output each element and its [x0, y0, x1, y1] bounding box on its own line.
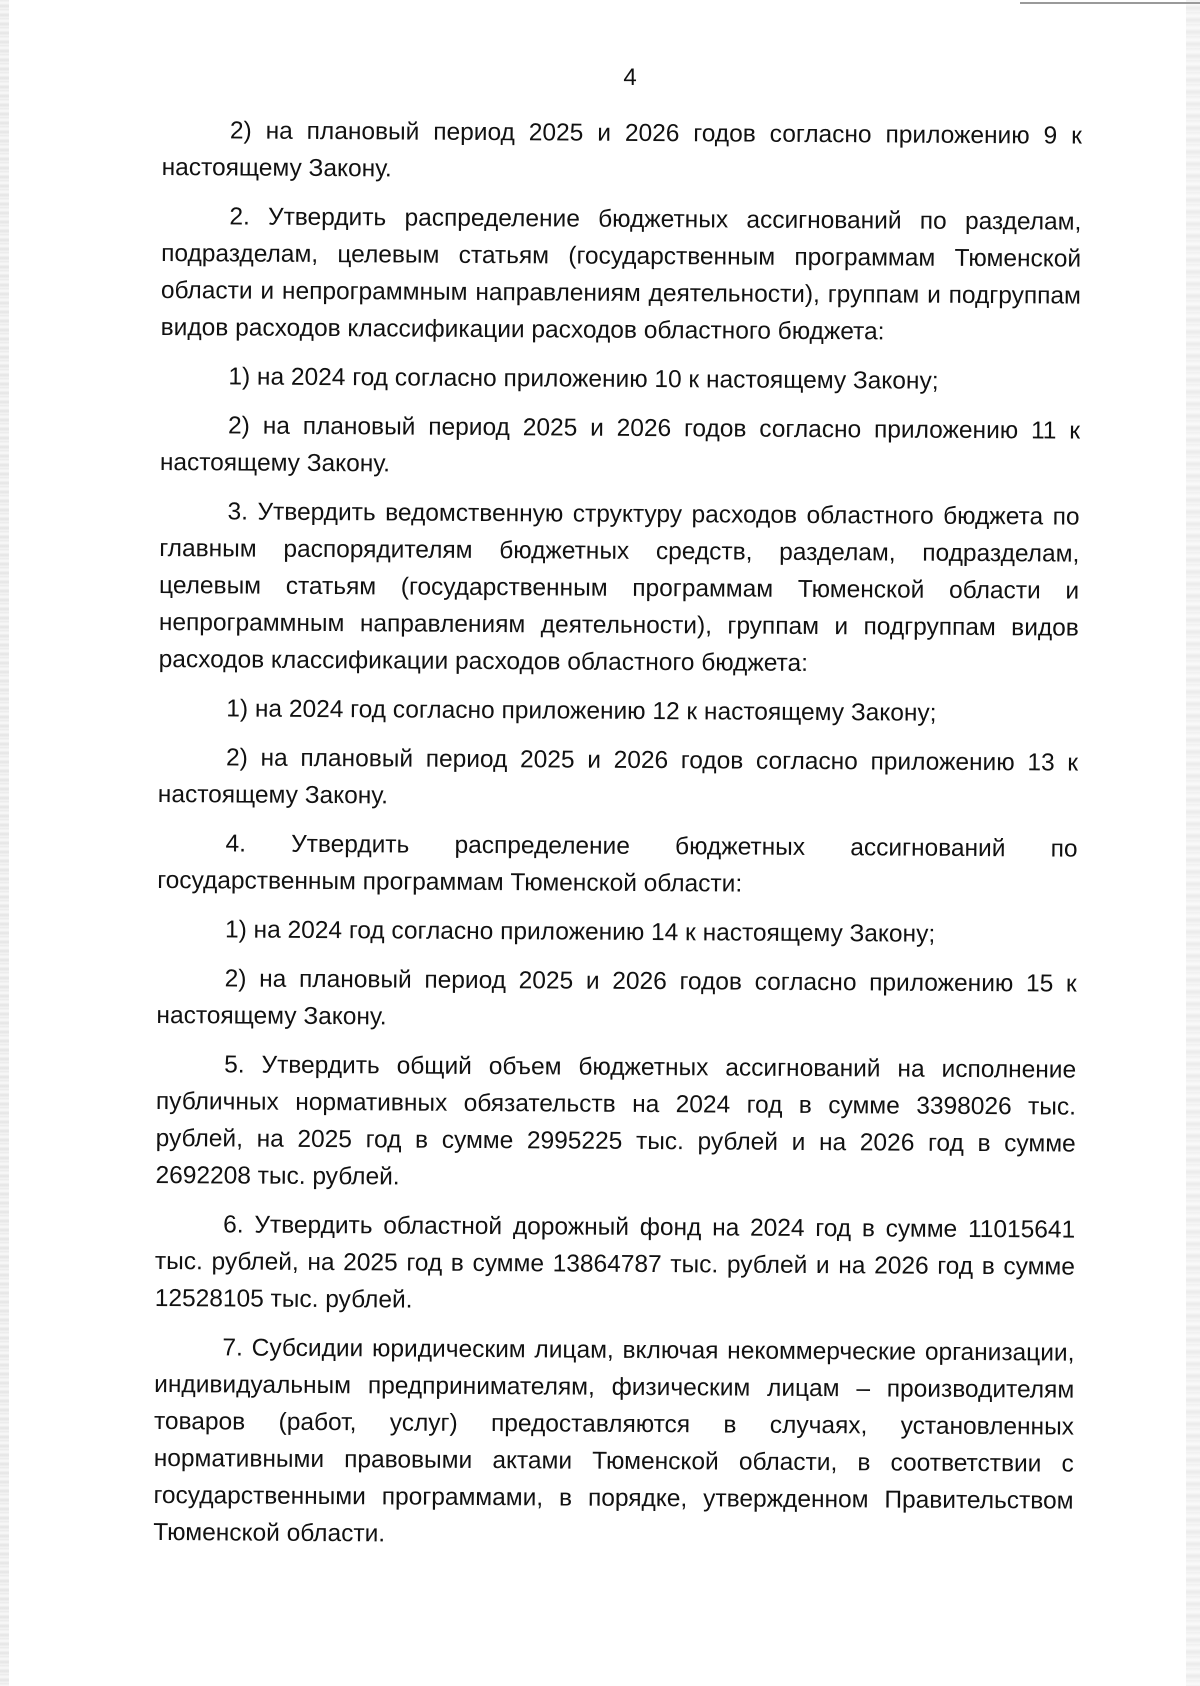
paragraph: 2) на плановый период 2025 и 2026 годов согласно приложению 11 к настоящему Закону.	[159, 412, 1081, 478]
scan-edge-right	[1186, 0, 1200, 1686]
scan-edge-top	[1020, 2, 1200, 4]
paragraph: 1) на 2024 год согласно приложению 10 к настоящему Закону;	[228, 363, 939, 395]
paragraph: 2) на плановый период 2025 и 2026 годов согласно приложению 13 к настоящему Закону.	[157, 744, 1079, 810]
paragraph: 2) на плановый период 2025 и 2026 годов согласно приложению 9 к настоящему Закону.	[161, 117, 1082, 183]
page-number: 4	[623, 64, 637, 91]
paragraph: 2. Утвердить распределение бюджетных ассигнований по разделам, подразделам, целевым статьям (государственным программам Тюменской области и непрограммным направлениям деятельности), группам и подгруппам видов расходов классификации расходов областного бюджета:	[160, 203, 1082, 346]
document-body	[153, 112, 1082, 1569]
scan-edge-left	[0, 0, 9, 1686]
paragraph: 1) на 2024 год согласно приложению 12 к настоящему Закону;	[226, 695, 937, 727]
paragraph: 5. Утвердить общий объем бюджетных ассигнований на исполнение публичных нормативных обязательств на 2024 год в сумме 3398026 тыс. рублей, на 2025 год в сумме 2995225 тыс. рублей и на 2026 год в сумме 2692208 тыс. рублей.	[155, 1051, 1077, 1191]
paragraph: 1) на 2024 год согласно приложению 14 к настоящему Закону;	[224, 916, 936, 948]
paragraph: 3. Утвердить ведомственную структуру расходов областного бюджета по главным распорядителям бюджетных средств, разделам, подразделам, целевым статьям (государственным программам Тюменской области и непрограммным направлениям деятельности), группам и подгруппам видов расходов классификации расходов областного бюджета:	[158, 498, 1080, 677]
paragraph: 7. Субсидии юридическим лицам, включая некоммерческие организации, индивидуальным предпринимателям, физическим лицам – производителям товаров (работ, услуг) предоставляются в случаях, установленных нормативными правовыми актами Тюменской области, в соответствии с государственными программами, в порядке, утвержденном Правительством Тюменской области.	[153, 1334, 1075, 1548]
paragraph: 2) на плановый период 2025 и 2026 годов согласно приложению 15 к настоящему Закону.	[156, 965, 1077, 1031]
paragraph: 6. Утвердить областной дорожный фонд на 2024 год в сумме 11015641 тыс. рублей, на 2025 год в сумме 13864787 тыс. рублей и на 2026 год в сумме 12528105 тыс. рублей.	[154, 1211, 1076, 1314]
paragraph: 4. Утвердить распределение бюджетных ассигнований по государственным программам Тюменской области:	[157, 830, 1078, 898]
